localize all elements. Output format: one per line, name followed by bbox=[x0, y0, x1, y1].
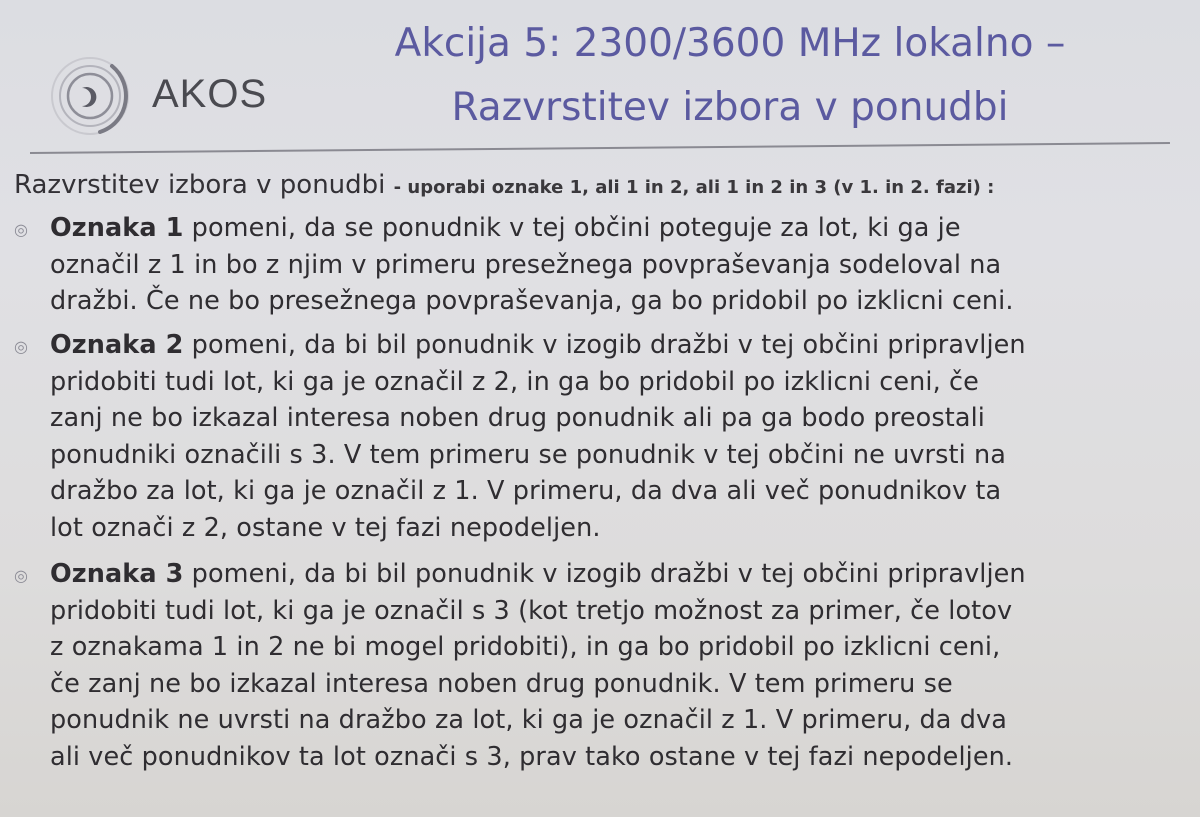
paragraph-line: dražbi. Če ne bo presežnega povpraševanja, ga bo pridobil po izklicni ceni. bbox=[50, 286, 1014, 316]
section-heading-note: - uporabi oznake 1, ali 1 in 2, ali 1 in 2 in 3 (v 1. in 2. fazi) : bbox=[393, 177, 995, 198]
paragraph-line: z oznakama 1 in 2 ne bi mogel pridobiti), in ga bo pridobil po izklicni ceni, bbox=[50, 632, 1001, 662]
paragraph-line: ponudniki označili s 3. V tem primeru se ponudnik v tej občini ne uvrsti na bbox=[50, 439, 1006, 470]
paragraph-line: lot označi z 2, ostane v tej fazi nepodeljen. bbox=[50, 512, 601, 543]
label-oznaka-2: Oznaka 2 bbox=[50, 330, 184, 360]
paragraph-line: Oznaka 3 pomeni, da bi bil ponudnik v izogib dražbi v tej občini pripravljen bbox=[50, 559, 1026, 589]
section-heading bbox=[14, 170, 1194, 200]
paragraph-line: pridobiti tudi lot, ki ga je označil z 2, in ga bo pridobil po izklicni ceni, če bbox=[50, 366, 979, 397]
title-line-1: Akcija 5: 2300/3600 MHz lokalno – bbox=[394, 21, 1066, 66]
logo-text: AKOS bbox=[152, 72, 268, 116]
title-line-2: Razvrstitev izbora v ponudbi bbox=[451, 85, 1009, 130]
paragraph-line: Oznaka 1 pomeni, da se ponudnik v tej občini poteguje za lot, ki ga je bbox=[50, 213, 961, 243]
bullet-icon: ◎ bbox=[14, 220, 28, 239]
paragraph-line: zanj ne bo izkazal interesa noben drug ponudnik ali pa ga bodo preostali bbox=[50, 403, 985, 433]
paragraph-line: ali več ponudnikov ta lot označi s 3, prav tako ostane v tej fazi nepodeljen. bbox=[50, 741, 1014, 772]
paragraph bbox=[50, 556, 1190, 775]
akos-swirl-icon bbox=[42, 44, 142, 144]
bullet-icon: ◎ bbox=[14, 566, 28, 585]
paragraph-line: Oznaka 2 pomeni, da bi bil ponudnik v izogib dražbi v tej občini pripravljen bbox=[50, 330, 1026, 360]
akos-logo bbox=[42, 44, 302, 154]
label-oznaka-1: Oznaka 1 bbox=[50, 213, 184, 243]
bullet-icon: ◎ bbox=[14, 337, 28, 356]
section-heading-main: Razvrstitev izbora v ponudbi bbox=[14, 170, 386, 200]
paragraph-line: pridobiti tudi lot, ki ga je označil s 3 (kot tretjo možnost za primer, če lotov bbox=[50, 595, 1013, 626]
paragraph-line: če zanj ne bo izkazal interesa noben drug ponudnik. V tem primeru se bbox=[50, 668, 953, 699]
paragraph bbox=[50, 327, 1190, 546]
paragraph-line: označil z 1 in bo z njim v primeru presežnega povpraševanja sodeloval na bbox=[50, 249, 1002, 280]
label-oznaka-3: Oznaka 3 bbox=[50, 559, 184, 589]
paragraph bbox=[50, 210, 1190, 320]
paragraph-line: ponudnik ne uvrsti na dražbo za lot, ki ga je označil z 1. V primeru, da dva bbox=[50, 705, 1007, 735]
paragraph-line: dražbo za lot, ki ga je označil z 1. V primeru, da dva ali več ponudnikov ta bbox=[50, 476, 1002, 506]
slide-title bbox=[300, 12, 1160, 140]
